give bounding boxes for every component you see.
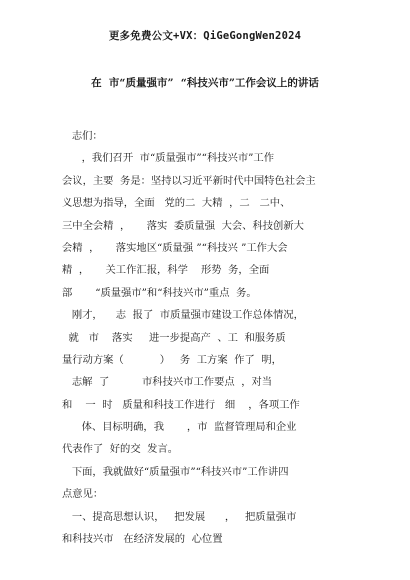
body-line: 量行动方案（ ） 务 工方案 作了 明， (62, 353, 282, 366)
body-line: 点意见： (62, 488, 104, 501)
speech-body (62, 125, 362, 550)
body-line: 一、提高思想认识， 把发展 ， 把质量强市 (62, 510, 297, 523)
body-line: 下面，我就做好“质量强市”“科技兴市”工作讲四 (62, 465, 289, 478)
speech-title: 在 市“质量强市” “科技兴市”工作会议上的讲话 (91, 77, 319, 89)
promo-header: 更多免费公文+VX：QiGeGongWen2024 (108, 30, 302, 42)
body-line: 三中全会精 ， 落实 委质量强 大会、科技创新大 (62, 219, 304, 232)
body-line: ，我们召开 市“质量强市”“科技兴市”工作 (62, 152, 274, 165)
body-line: 和科技兴市 在经济发展的 心位置 (62, 533, 223, 546)
body-line: 刚才， 志 报了 市质量强市建设工作总体情况， (62, 309, 304, 322)
body-line: 体、目标明确，我 ，市 监督管理局和企业 (62, 421, 297, 434)
body-line: 和 一 时 质量和科技工作进行 细 ，各项工作 (62, 398, 300, 411)
body-line: 义思想为指导，全面 党的二 大精 ，二 二中、 (62, 197, 291, 210)
body-line: 志们： (62, 130, 103, 142)
body-line: 就 市 落实 进一步提高产 、工 和服务质 (62, 331, 286, 344)
body-line: 代表作了 好的交 发言。 (62, 443, 179, 456)
body-line: 精 ， 关工作汇报，科学 形势 务，全面 (62, 264, 270, 277)
body-line: 会议，主要 务是：坚持以习近平新时代中国特色社会主 (62, 174, 316, 187)
body-line: 会精 ， 落实地区“质量强 ”“科技兴 ”工作大会 (62, 241, 288, 254)
body-line: 志解 了 市科技兴市工作要点 ，对当 (62, 376, 273, 389)
body-line: 部 “质量强市”和“科技兴市”重点 务。 (62, 286, 257, 299)
